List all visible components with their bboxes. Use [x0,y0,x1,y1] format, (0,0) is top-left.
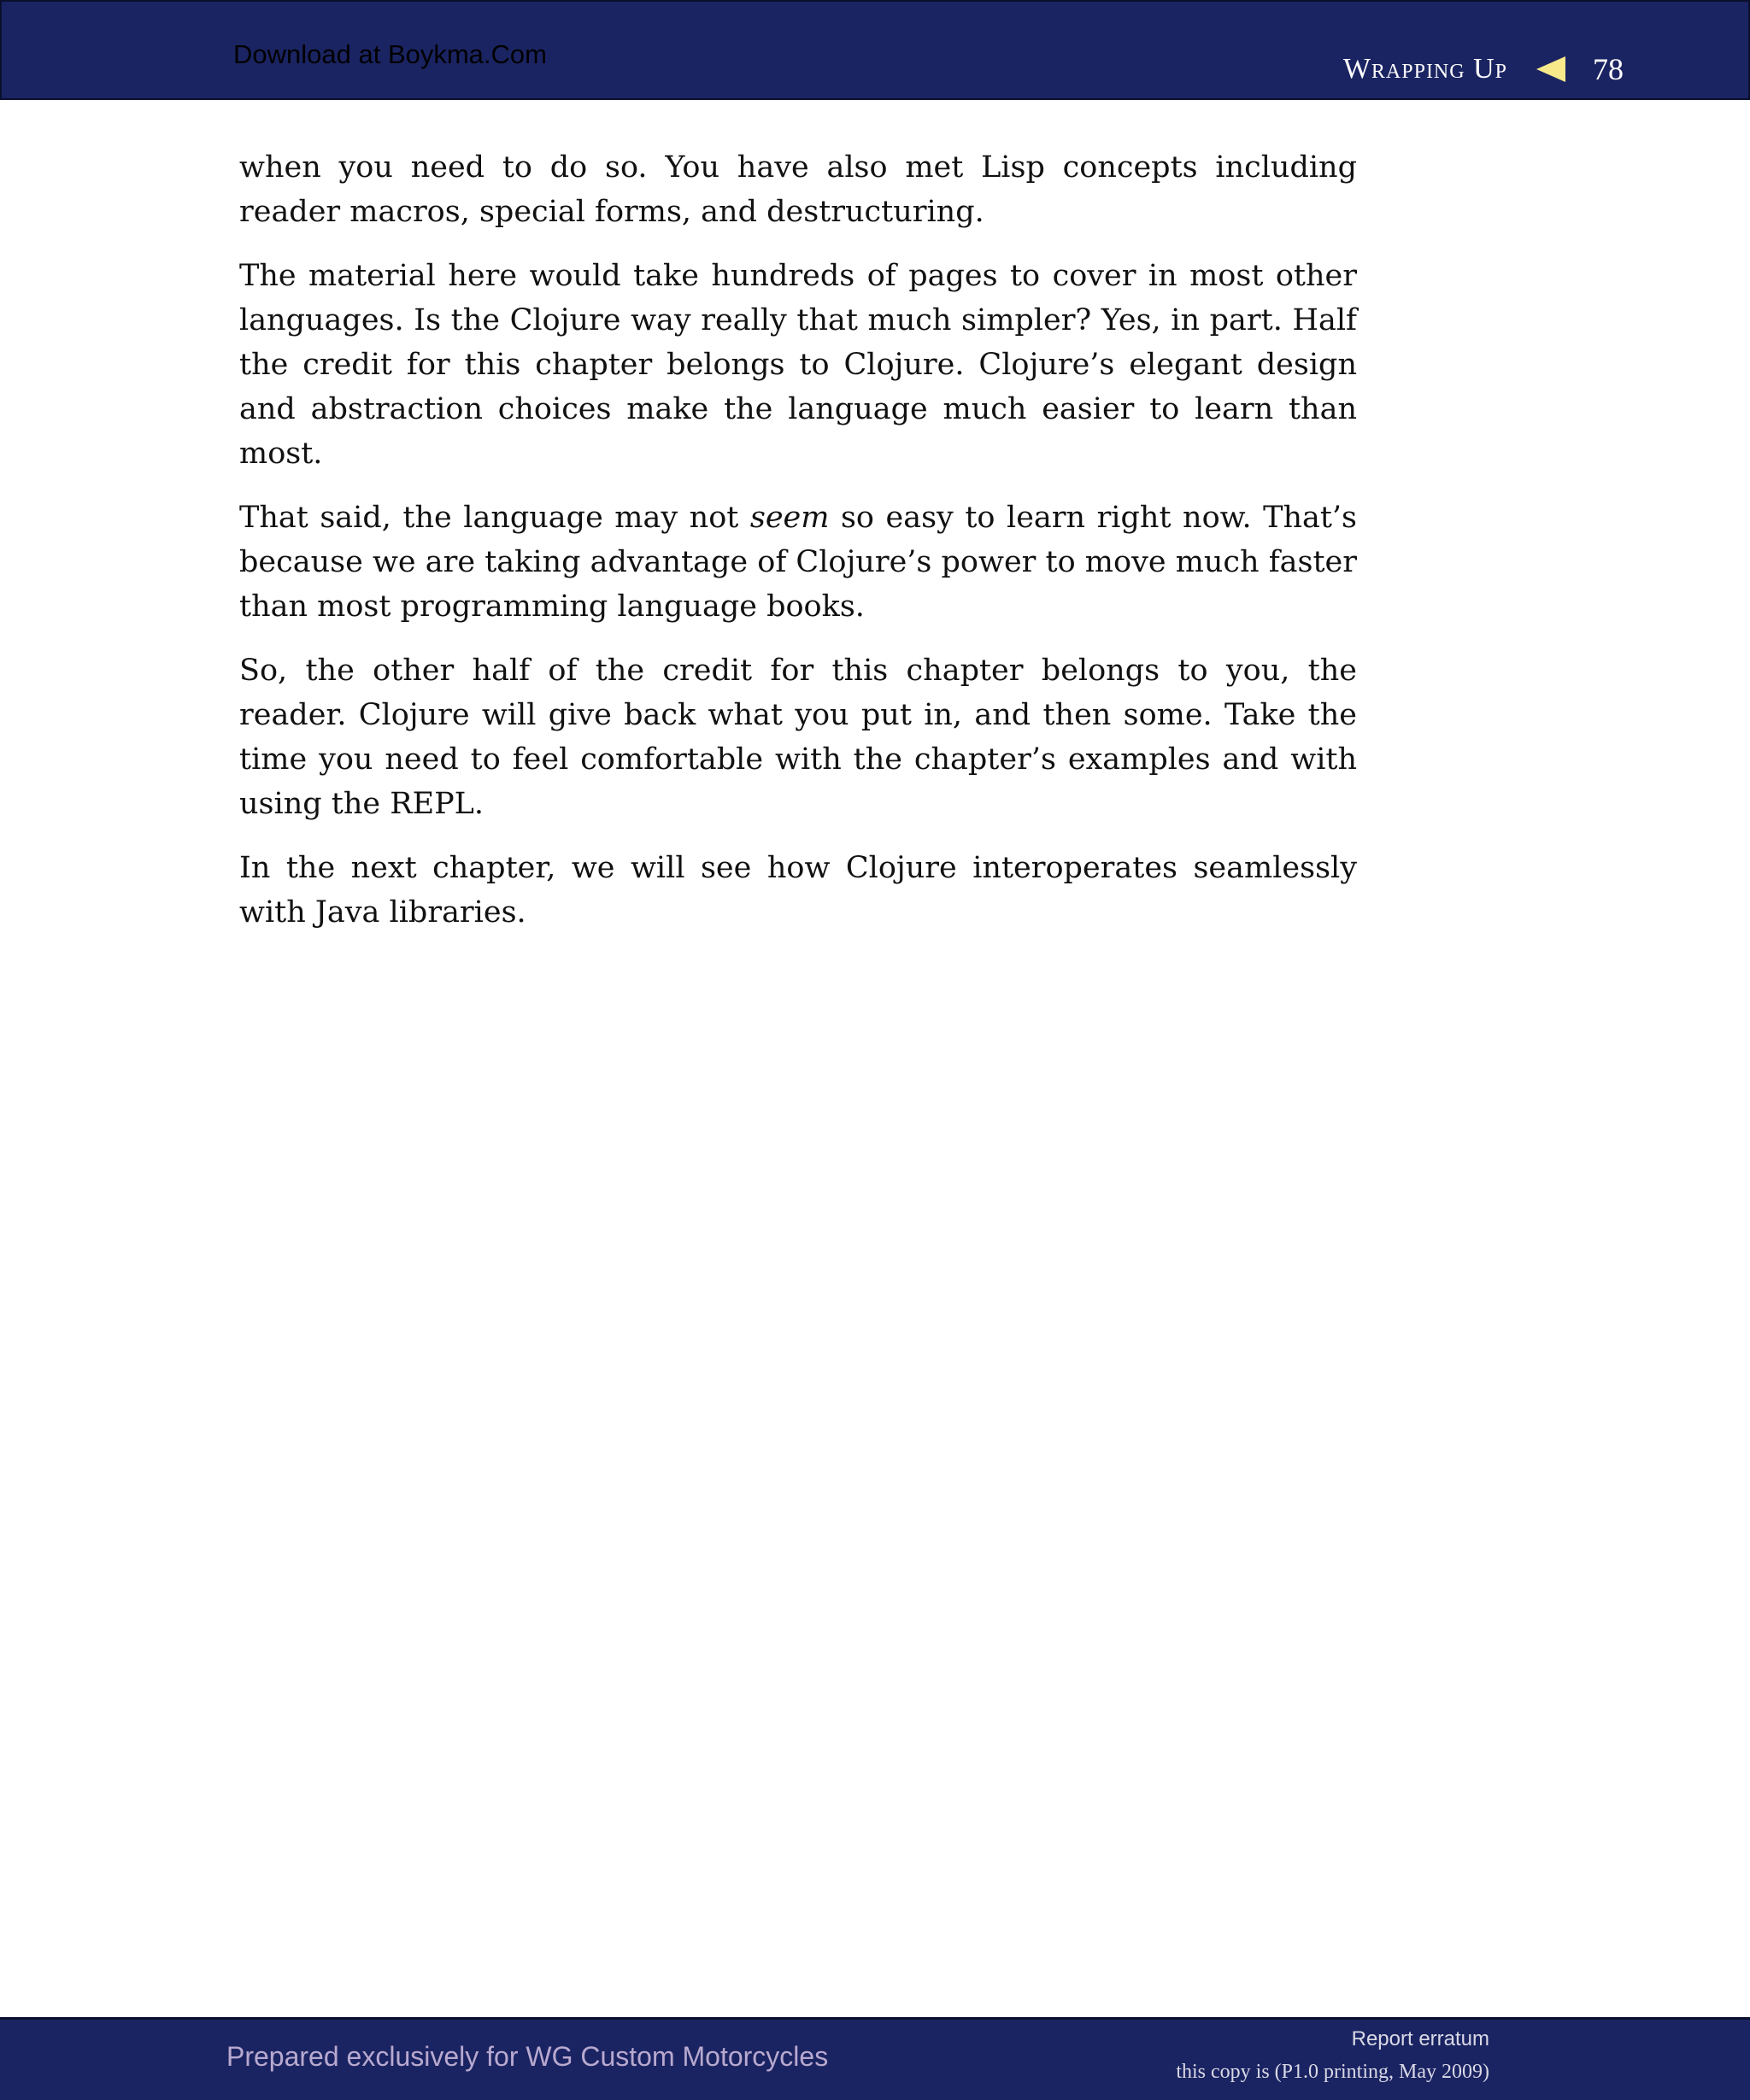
previous-page-arrow-icon[interactable] [1536,56,1565,82]
paragraph-2: The material here would take hundreds of pages to cover in most other languages. Is the Clojure way really that much simpler? Yes, in part. Half the credit for this chapter belongs to Clojure. Clojure’s elegant design and abstraction choices make the language much easier to learn than most. [239,259,1357,471]
section-title-link[interactable]: Wrapping Up [1342,53,1507,85]
paragraph-3-part-1: That said, the language may not [239,501,750,535]
prepared-for-text: Prepared exclusively for WG Custom Motorcycles [226,2041,829,2072]
body-text [239,145,1357,954]
paragraph-4: So, the other half of the credit for this chapter belongs to you, the reader. Clojure will give back what you put in, and then some. Take the time you need to feel comfortable with the chapter’s examples and with using the REPL. [239,654,1357,821]
watermark-text: Download at Boykma.Com [233,39,547,69]
running-head [1343,51,1624,87]
paragraph-3 [239,496,1357,629]
emphasis-seem: seem [749,501,830,535]
copy-info-text: this copy is (P1.0 printing, May 2009) [1176,2061,1489,2083]
paragraph-3-part-2: so easy to learn right now. That’s because we are taking advantage of Clojure’s power to move much faster than most programming language books. [239,501,1357,624]
paragraph-1: when you need to do so. You have also met Lisp concepts including reader macros, special forms, and destructuring. [239,150,1357,229]
report-erratum-link[interactable]: Report erratum [1351,2027,1489,2050]
page-number: 78 [1593,52,1624,86]
paragraph-5: In the next chapter, we will see how Clojure interoperates seamlessly with Java libraries. [239,851,1357,930]
